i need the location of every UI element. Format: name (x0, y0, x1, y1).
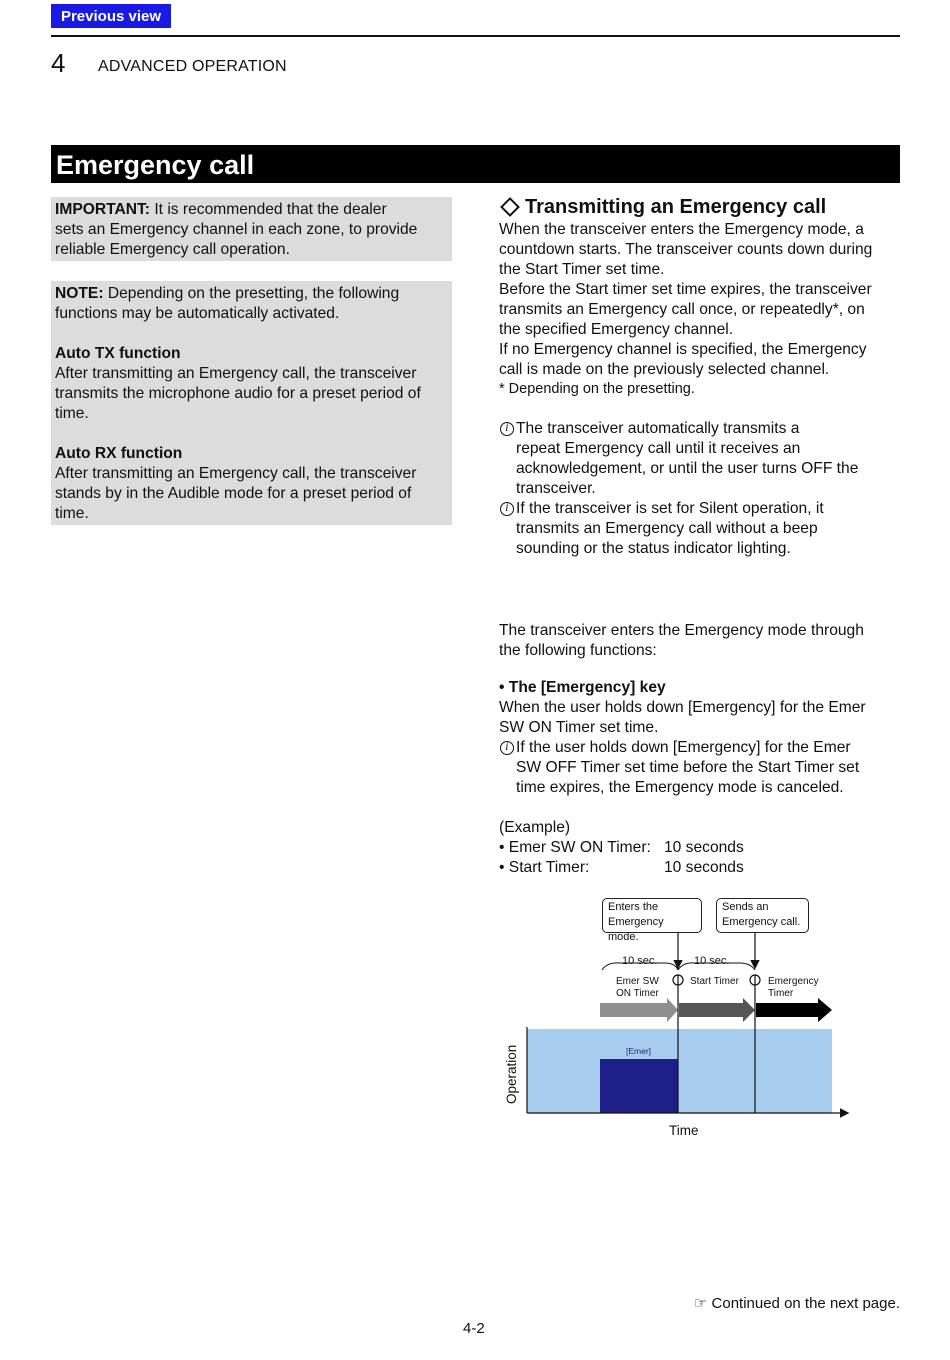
info-text: SW OFF Timer set time before the Start Timer set (516, 759, 860, 776)
pointing-hand-icon: ☞ (693, 1295, 708, 1312)
body-text: the specified Emergency channel. (499, 321, 734, 338)
note-box (51, 281, 452, 525)
info-icon: i (500, 422, 514, 436)
info-text: repeat Emergency call until it receives an (516, 440, 801, 457)
auto-tx-text: transmits the microphone audio for a preset period of (55, 385, 421, 402)
phase-label-start-timer: Start Timer (690, 976, 739, 987)
body-text: When the transceiver enters the Emergency mode, a (499, 221, 864, 238)
y-axis-label: Operation (504, 1044, 519, 1104)
body-text: The transceiver enters the Emergency mode through (499, 622, 864, 639)
important-label: IMPORTANT: (55, 201, 150, 218)
info-text: If the transceiver is set for Silent operation, it (516, 500, 824, 517)
header-rule (51, 35, 900, 37)
body-text: Before the Start timer set time expires, the transceiver (499, 281, 872, 298)
auto-rx-heading: Auto RX function (55, 445, 183, 462)
footnote: * Depending on the presetting. (499, 381, 695, 397)
info-text: If the user holds down [Emergency] for the Emer (516, 739, 851, 756)
auto-rx-text: After transmitting an Emergency call, the transceiver (55, 465, 417, 482)
previous-view-button[interactable]: Previous view (51, 4, 171, 28)
example-label: (Example) (499, 819, 571, 836)
emergency-key-heading: • The [Emergency] key (499, 679, 666, 696)
callout-sends-call: Sends an Emergency call. (716, 898, 809, 933)
transmitting-heading (499, 194, 904, 220)
example-item-label: • Emer SW ON Timer: (499, 839, 651, 856)
example-item-value: 10 seconds (664, 859, 744, 876)
important-box (51, 197, 452, 261)
chapter-title: ADVANCED OPERATION (98, 58, 287, 75)
auto-tx-heading: Auto TX function (55, 345, 181, 362)
phase-label-emergency-timer: Emergency (768, 976, 819, 987)
diamond-icon (500, 197, 520, 217)
interval-label-1: 10 sec. (622, 955, 658, 967)
body-text: the following functions: (499, 642, 657, 659)
info-note (499, 499, 904, 559)
important-text: It is recommended that the dealer (150, 201, 387, 218)
important-text: sets an Emergency channel in each zone, to provide (55, 221, 418, 238)
body-text: transmits an Emergency call once, or repeatedly*, on (499, 301, 865, 318)
emer-key-bar (600, 1059, 678, 1113)
example-item (499, 858, 904, 878)
auto-tx-text: After transmitting an Emergency call, the transceiver (55, 365, 417, 382)
info-note (499, 738, 904, 798)
transmitting-section (499, 194, 904, 559)
info-icon: i (500, 741, 514, 755)
example-item-value: 10 seconds (664, 839, 744, 856)
emer-key-label: [Emer] (626, 1046, 652, 1056)
phase-label-emer-sw: Emer SW (616, 976, 659, 987)
phase-label-emergency-timer: Timer (768, 988, 794, 999)
important-text: reliable Emergency call operation. (55, 241, 290, 258)
body-text: the Start Timer set time. (499, 261, 665, 278)
phase-label-emer-sw: ON Timer (616, 988, 659, 999)
info-icon: i (500, 502, 514, 516)
info-text: acknowledgement, or until the user turns OFF the (516, 460, 859, 477)
auto-tx-text: time. (55, 405, 89, 422)
callout-enters-emergency: Enters the Emergency mode. (602, 898, 702, 933)
body-text: countdown starts. The transceiver counts down during (499, 241, 873, 258)
info-text: transceiver. (516, 480, 596, 497)
auto-rx-text: time. (55, 505, 89, 522)
info-note (499, 419, 904, 499)
emergency-modes-section (499, 621, 904, 878)
transmitting-heading-text: Transmitting an Emergency call (525, 196, 827, 218)
phase-arrow-1 (600, 998, 678, 1022)
phase-arrow-3 (756, 998, 832, 1022)
info-text: transmits an Emergency call without a beep (516, 520, 818, 537)
x-axis-label: Time (669, 1123, 699, 1138)
page-number: 4-2 (463, 1320, 485, 1337)
auto-rx-text: stands by in the Audible mode for a preset period of (55, 485, 412, 502)
note-text: Depending on the presetting, the following (103, 285, 400, 302)
info-text: time expires, the Emergency mode is canceled. (516, 779, 844, 796)
note-label: NOTE: (55, 285, 104, 302)
body-text: When the user holds down [Emergency] for the Emer (499, 699, 866, 716)
note-text: functions may be automatically activated. (55, 305, 340, 322)
section-title: Emergency call (51, 145, 900, 183)
continued-note (694, 1294, 900, 1312)
example-item (499, 838, 904, 858)
body-text: call is made on the previously selected channel. (499, 361, 830, 378)
interval-label-2: 10 sec. (694, 955, 730, 967)
info-text: The transceiver automatically transmits a (516, 420, 800, 437)
body-text: SW ON Timer set time. (499, 719, 659, 736)
body-text: If no Emergency channel is specified, the Emergency (499, 341, 867, 358)
operation-area (527, 1029, 832, 1113)
chapter-number: 4 (51, 48, 66, 78)
info-text: sounding or the status indicator lighting. (516, 540, 791, 557)
example-item-label: • Start Timer: (499, 859, 590, 876)
emergency-timing-diagram (495, 930, 865, 1145)
continued-text: Continued on the next page. (711, 1295, 900, 1312)
phase-arrow-2 (679, 998, 755, 1022)
